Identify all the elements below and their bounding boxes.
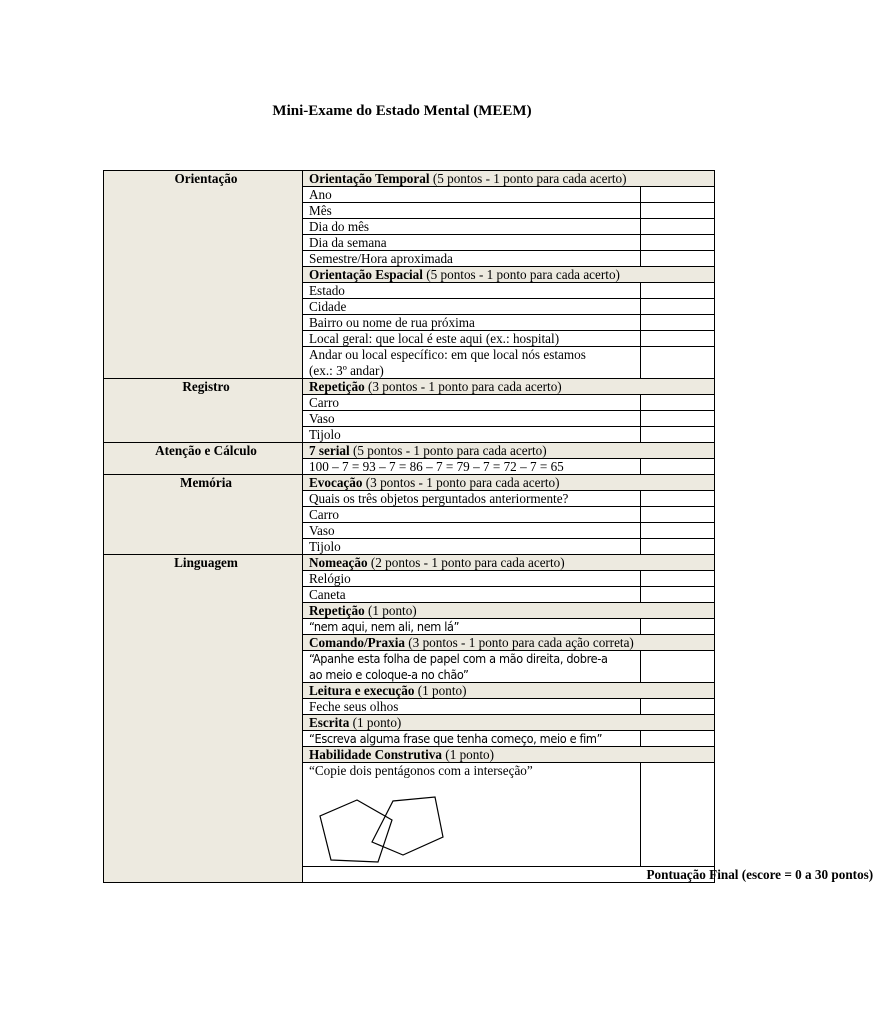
serial-header	[303, 443, 715, 459]
section-header-row	[104, 443, 715, 459]
score-cell[interactable]	[641, 571, 715, 587]
score-cell[interactable]	[641, 539, 715, 555]
header-desc: (5 pontos - 1 ponto para cada acerto)	[422, 267, 620, 282]
item-label: Relógio	[303, 571, 641, 587]
orientacao-espacial-header	[303, 267, 715, 283]
repeticao-linguagem-header	[303, 603, 715, 619]
header-desc: (3 pontos - 1 ponto para cada ação correta)	[404, 635, 634, 650]
score-cell[interactable]	[641, 731, 715, 747]
score-cell[interactable]	[641, 523, 715, 539]
score-cell[interactable]	[641, 347, 715, 379]
pentagon-right	[372, 797, 443, 855]
item-label: (ex.: 3º andar)	[303, 363, 641, 379]
item-label: ao meio e coloque-a no chão”	[303, 667, 641, 683]
header-desc: (3 pontos - 1 ponto para cada acerto)	[364, 379, 562, 394]
section-header-row	[104, 475, 715, 491]
score-cell[interactable]	[641, 411, 715, 427]
item-label: Semestre/Hora aproximada	[303, 251, 641, 267]
header-title: Repetição	[309, 603, 365, 618]
header-desc: (3 pontos - 1 ponto para cada acerto)	[362, 475, 560, 490]
score-cell[interactable]	[641, 491, 715, 507]
escrita-header	[303, 715, 715, 731]
section-header-row	[104, 171, 715, 187]
item-label: Tijolo	[303, 427, 641, 443]
item-label: Bairro ou nome de rua próxima	[303, 315, 641, 331]
header-desc: (1 ponto)	[364, 603, 417, 618]
meem-table	[103, 170, 873, 883]
header-title: Habilidade Construtiva	[309, 747, 442, 762]
score-cell[interactable]	[641, 331, 715, 347]
final-empty-cell	[303, 867, 641, 883]
item-label: 100 – 7 = 93 – 7 = 86 – 7 = 79 – 7 = 72 – 7 = 65	[303, 459, 641, 475]
document-title: Mini-Exame do Estado Mental (MEEM)	[272, 103, 532, 119]
header-desc: (5 pontos - 1 ponto para cada acerto)	[349, 443, 547, 458]
item-label: “Escreva alguma frase que tenha começo, meio e fim”	[303, 731, 641, 747]
score-cell[interactable]	[641, 395, 715, 411]
header-title: Repetição	[309, 379, 365, 394]
score-cell[interactable]	[641, 219, 715, 235]
score-cell[interactable]	[641, 315, 715, 331]
score-cell[interactable]	[641, 187, 715, 203]
section-memoria: Memória	[104, 475, 303, 555]
item-label: Local geral: que local é este aqui (ex.: hospital)	[303, 331, 641, 347]
score-cell[interactable]	[641, 283, 715, 299]
item-label: Vaso	[303, 523, 641, 539]
header-desc: (1 ponto)	[414, 683, 467, 698]
item-label: “Apanhe esta folha de papel com a mão direita, dobre-a	[303, 651, 641, 667]
item-label: Carro	[303, 507, 641, 523]
header-title: Leitura e execução	[309, 683, 415, 698]
section-linguagem: Linguagem	[104, 555, 303, 883]
item-label: Mês	[303, 203, 641, 219]
item-label: “Copie dois pentágonos com a interseção”	[309, 763, 533, 778]
header-desc: (1 ponto)	[442, 747, 495, 762]
score-cell[interactable]	[641, 763, 715, 867]
section-header-row	[104, 555, 715, 571]
item-label: Dia da semana	[303, 235, 641, 251]
score-cell[interactable]	[641, 299, 715, 315]
header-title: Evocação	[309, 475, 363, 490]
section-atencao-calculo: Atenção e Cálculo	[104, 443, 303, 475]
item-label: Estado	[303, 283, 641, 299]
header-desc: (5 pontos - 1 ponto para cada acerto)	[429, 171, 627, 186]
orientacao-temporal-header	[303, 171, 715, 187]
repeticao-header	[303, 379, 715, 395]
score-cell[interactable]	[641, 251, 715, 267]
nomeacao-header	[303, 555, 715, 571]
header-title: Orientação Espacial	[309, 267, 423, 282]
item-label: Cidade	[303, 299, 641, 315]
score-cell[interactable]	[641, 235, 715, 251]
item-label: Tijolo	[303, 539, 641, 555]
evocacao-header	[303, 475, 715, 491]
item-label: Carro	[303, 395, 641, 411]
drawing-cell	[303, 763, 641, 867]
item-label: Caneta	[303, 587, 641, 603]
header-title: Escrita	[309, 715, 350, 730]
section-registro: Registro	[104, 379, 303, 443]
pentagon-left	[320, 800, 392, 862]
score-cell[interactable]	[641, 699, 715, 715]
score-cell[interactable]	[641, 427, 715, 443]
item-label: Ano	[303, 187, 641, 203]
item-label: Feche seus olhos	[303, 699, 641, 715]
construtiva-header	[303, 747, 715, 763]
item-label: “nem aqui, nem ali, nem lá”	[303, 619, 641, 635]
score-cell[interactable]	[641, 587, 715, 603]
score-cell[interactable]	[641, 651, 715, 683]
leitura-header	[303, 683, 715, 699]
header-title: 7 serial	[309, 443, 350, 458]
item-label: Andar ou local específico: em que local nós estamos	[303, 347, 641, 363]
header-desc: (2 pontos - 1 ponto para cada acerto)	[367, 555, 565, 570]
section-orientacao: Orientação	[104, 171, 303, 379]
header-title: Orientação Temporal	[309, 171, 430, 186]
item-label: Dia do mês	[303, 219, 641, 235]
item-label: Vaso	[303, 411, 641, 427]
header-title: Comando/Praxia	[309, 635, 405, 650]
comando-header	[303, 635, 715, 651]
score-cell[interactable]	[641, 459, 715, 475]
intersecting-pentagons-figure	[314, 792, 454, 866]
score-cell[interactable]	[641, 619, 715, 635]
header-title: Nomeação	[309, 555, 368, 570]
section-header-row	[104, 379, 715, 395]
header-desc: (1 ponto)	[349, 715, 402, 730]
score-cell[interactable]	[641, 507, 715, 523]
score-cell[interactable]	[641, 203, 715, 219]
final-score-label: Pontuação Final (escore = 0 a 30 pontos)	[641, 867, 715, 883]
item-label: Quais os três objetos perguntados anteriormente?	[303, 491, 641, 507]
